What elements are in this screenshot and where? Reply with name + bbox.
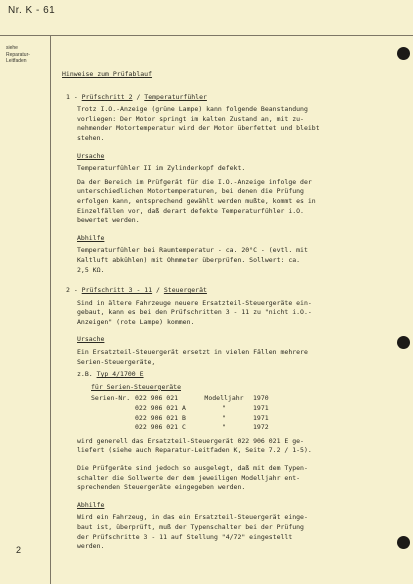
punch-hole — [397, 47, 410, 60]
table-cell: Serien-Nr. — [91, 394, 131, 403]
section-1-body — [62, 105, 390, 275]
text-line: schalter die Sollwerte der dem jeweiligen Modelljahr ent- — [77, 473, 301, 482]
margin-note-line: Leitfaden — [6, 58, 27, 64]
table-row — [91, 414, 390, 424]
section-2-title-a: Prüfschritt 3 - 11 — [81, 286, 153, 295]
text-line: Temperaturfühler II im Zylinderkopf defekt. — [77, 164, 246, 173]
section-2-after-table — [77, 437, 390, 456]
punch-hole — [397, 336, 410, 349]
document-title: Hinweise zum Prüfablauf — [62, 70, 153, 78]
table-cell: " — [222, 413, 226, 422]
serial-table — [91, 383, 390, 433]
text-line: Anzeigen" (rote Lampe) kommen. — [77, 317, 195, 326]
text-line: der Prüfschritte 3 - 11 auf Stellung "4/72" eingestellt — [77, 532, 293, 541]
text-line: baut ist, überprüft, muß der Typenschalter bei der Prüfung — [77, 522, 304, 531]
section-1-title-a: Prüfschritt 2 — [81, 92, 133, 101]
table-cell: Modelljahr — [204, 394, 244, 403]
text-line: Da der Bereich im Prüfgerät für die I.O.-Anzeige infolge der — [77, 177, 312, 186]
type-value: Typ 4/1700 E — [96, 370, 144, 379]
header-rule — [0, 35, 413, 36]
text-line: nehmender Motortemperatur wird der Motor überfettet und bleibt — [77, 124, 320, 133]
punch-hole — [397, 536, 410, 549]
table-cell: 1970 — [253, 394, 269, 403]
table-row — [91, 394, 390, 404]
text-line: Serien-Steuergeräte, — [77, 357, 156, 366]
table-cell: 1972 — [253, 423, 269, 432]
text-line: unterschiedlichen Motortemperaturen, bei denen die Prüfung — [77, 187, 304, 196]
section-2 — [62, 286, 390, 552]
text-line: werden. — [77, 542, 105, 551]
table-cell: 022 906 021 C — [135, 423, 186, 432]
table-cell: " — [222, 404, 226, 413]
table-cell: 022 906 021 A — [135, 404, 186, 413]
section-2-number: 2 - — [66, 286, 78, 295]
page-number: 2 — [16, 545, 22, 555]
table-cell: 1971 — [253, 404, 269, 413]
margin-note-line: Reparatur- — [6, 51, 30, 58]
text-line: Kaltluft abkühlen) mit Ohmmeter überprüfen. Sollwert: ca. — [77, 255, 301, 264]
section-1-abhilfe-heading: Abhilfe — [77, 233, 105, 242]
text-line: Wird ein Fahrzeug, in das ein Ersatzteil-Steuergerät einge- — [77, 513, 308, 522]
table-cell: 022 906 021 — [135, 394, 179, 403]
table-row — [91, 423, 390, 433]
text-line: Temperaturfühler bei Raumtemperatur - ca. 20°C - (evtl. mit — [77, 246, 308, 255]
margin-rule — [50, 35, 51, 584]
section-2-intro — [77, 299, 390, 328]
page-header — [8, 3, 413, 35]
table-cell: " — [222, 423, 226, 432]
section-1 — [62, 93, 390, 276]
margin-note — [6, 45, 46, 65]
text-line: wird generell das Ersatzteil-Steuergerät 022 906 021 E ge- — [77, 436, 304, 445]
section-1-title-sep: / — [132, 92, 145, 101]
text-line: sprechenden Steuergeräte eingegeben werden. — [77, 483, 246, 492]
section-1-ursache-heading: Ursache — [77, 151, 105, 160]
text-line: erfolgen kann, entsprechend gewählt werden mußte, kommt es in — [77, 196, 316, 205]
text-line: gebaut, kann es bei den Prüfschritten 3 - 11 zu "nicht i.O.- — [77, 308, 312, 317]
type-line — [77, 370, 390, 380]
table-cell — [91, 423, 135, 433]
section-2-explain — [77, 464, 390, 493]
type-prefix: z.B. — [77, 370, 97, 379]
text-line: vorliegen: Der Motor springt im kalten Zustand an, mit zu- — [77, 114, 304, 123]
section-1-ursache — [77, 164, 390, 226]
table-cell — [91, 404, 135, 414]
section-1-number: 1 - — [66, 92, 78, 101]
table-cell — [91, 414, 135, 424]
serial-table-title: für Serien-Steuergeräte — [91, 382, 182, 391]
section-1-intro — [77, 105, 390, 143]
text-line: bewertet werden. — [77, 216, 140, 225]
serial-table-rows — [91, 394, 390, 432]
section-1-abhilfe — [77, 246, 390, 275]
section-2-abhilfe-heading: Abhilfe — [77, 500, 105, 509]
text-line: Trotz I.O.-Anzeige (grüne Lampe) kann folgende Beanstandung — [77, 105, 308, 114]
document-body — [62, 70, 390, 563]
section-2-title-sep: / — [152, 286, 164, 295]
section-2-ursache-heading: Ursache — [77, 335, 105, 344]
section-2-title-b: Steuergerät — [163, 286, 207, 295]
section-2-ursache — [77, 348, 390, 367]
margin-note-line: siehe — [6, 45, 18, 51]
text-line: Die Prüfgeräte sind jedoch so ausgelegt, daß mit dem Typen- — [77, 464, 308, 472]
text-line: 2,5 KΩ. — [77, 265, 105, 274]
section-2-body — [62, 299, 390, 552]
document-number: Nr. K - 61 — [8, 5, 56, 16]
section-2-abhilfe — [77, 513, 390, 551]
section-2-title — [62, 286, 390, 296]
table-cell: 022 906 021 B — [135, 413, 186, 422]
section-1-title — [62, 93, 390, 103]
section-1-title-b: Temperaturfühler — [144, 92, 207, 101]
text-line: Ein Ersatzteil-Steuergerät ersetzt in vielen Fällen mehrere — [77, 348, 308, 357]
text-line: liefert (siehe auch Reparatur-Leitfaden K, Seite 7.2 / 1-5). — [77, 446, 312, 455]
table-cell: 1971 — [253, 413, 269, 422]
text-line: Einzelfällen vor, daß derart defekte Temperaturfühler i.O. — [77, 206, 304, 215]
table-row — [91, 404, 390, 414]
text-line: Sind in ältere Fahrzeuge neuere Ersatzteil-Steuergeräte ein- — [77, 298, 312, 307]
text-line: stehen. — [77, 133, 105, 142]
